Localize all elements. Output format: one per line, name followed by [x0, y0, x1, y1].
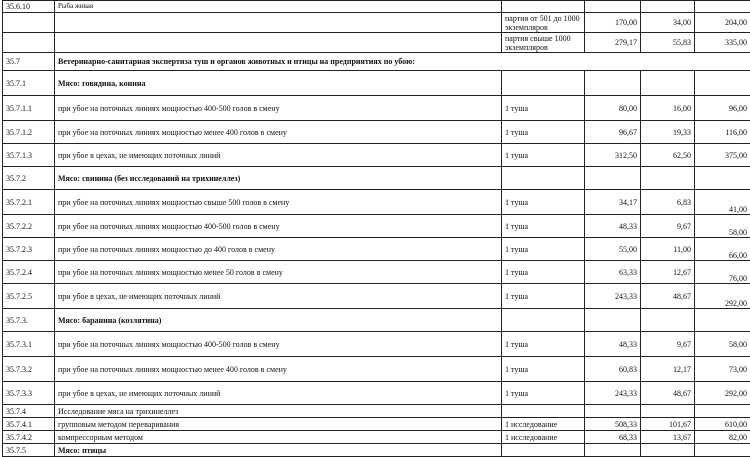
- vat-amount: [641, 309, 695, 332]
- item-description: при убое на поточных линиях мощностью менее 50 голов в смену: [55, 261, 502, 284]
- item-code: 35.7.5: [3, 444, 55, 457]
- item-description: при убое на поточных линиях мощностью менее 400 голов в смену: [55, 357, 502, 382]
- table-row: [3, 418, 750, 431]
- unit-of-measure: 1 исследование: [502, 431, 585, 444]
- price-without-vat: 243,33: [585, 382, 641, 405]
- vat-amount: 101,67: [641, 418, 695, 431]
- table-row: [3, 144, 750, 167]
- vat-amount: 12,67: [641, 261, 695, 284]
- price-with-vat: 58,00: [695, 215, 750, 238]
- table-row: [3, 1, 750, 13]
- unit-of-measure: 1 туша: [502, 121, 585, 144]
- price-without-vat: [585, 309, 641, 332]
- item-code: 35.7.3.: [3, 309, 55, 332]
- price-with-vat: 610,00: [695, 418, 750, 431]
- unit-of-measure: 1 туша: [502, 190, 585, 215]
- unit-of-measure: [502, 444, 585, 457]
- vat-amount: [641, 405, 695, 418]
- price-with-vat: 335,00: [695, 33, 750, 53]
- item-code: 35.7.1.1: [3, 96, 55, 121]
- vat-amount: 13,67: [641, 431, 695, 444]
- table-row: [3, 382, 750, 405]
- vat-amount: 12,17: [641, 357, 695, 382]
- unit-of-measure: 1 туша: [502, 332, 585, 357]
- price-without-vat: 68,33: [585, 431, 641, 444]
- unit-of-measure: 1 туша: [502, 238, 585, 261]
- vat-amount: 62,50: [641, 144, 695, 167]
- item-description: при убое на поточных линиях мощностью до 400 голов в смену: [55, 238, 502, 261]
- price-without-vat: 55,00: [585, 238, 641, 261]
- unit-of-measure: партия свыше 1000 экземпляров: [502, 33, 585, 53]
- unit-of-measure: 1 туша: [502, 382, 585, 405]
- vat-amount: 48,67: [641, 284, 695, 309]
- price-without-vat: 48,33: [585, 215, 641, 238]
- price-with-vat: [695, 444, 750, 457]
- unit-of-measure: [502, 71, 585, 96]
- price-without-vat: 63,33: [585, 261, 641, 284]
- vat-amount: 19,33: [641, 121, 695, 144]
- price-without-vat: [585, 71, 641, 96]
- unit-of-measure: 1 туша: [502, 284, 585, 309]
- price-with-vat: 292,00: [695, 284, 750, 309]
- price-with-vat: 82,00: [695, 431, 750, 444]
- vat-amount: [641, 71, 695, 96]
- item-code: 35.7.3.2: [3, 357, 55, 382]
- price-with-vat: 41,00: [695, 190, 750, 215]
- price-with-vat: [695, 1, 750, 13]
- item-code: 35.7.4.2: [3, 431, 55, 444]
- price-table-body: [3, 1, 750, 457]
- price-without-vat: 243,33: [585, 284, 641, 309]
- item-description: при убое на поточных линиях мощностью 400-500 голов в смену: [55, 96, 502, 121]
- unit-of-measure: [502, 167, 585, 190]
- price-with-vat: 204,00: [695, 13, 750, 33]
- price-with-vat: 116,00: [695, 121, 750, 144]
- item-description: Мясо: говядина, конина: [55, 71, 502, 96]
- item-description: Рыба живая: [55, 1, 502, 13]
- vat-amount: 11,00: [641, 238, 695, 261]
- vat-amount: 34,00: [641, 13, 695, 33]
- price-without-vat: [585, 405, 641, 418]
- item-code: 35.7.2.3: [3, 238, 55, 261]
- vat-amount: 6,83: [641, 190, 695, 215]
- unit-of-measure: партия от 501 до 1000 экземпляров: [502, 13, 585, 33]
- item-description: Мясо: свинина (без исследований на трихинеллез): [55, 167, 502, 190]
- price-without-vat: 48,33: [585, 332, 641, 357]
- unit-of-measure: 1 туша: [502, 215, 585, 238]
- price-with-vat: 375,00: [695, 144, 750, 167]
- item-description: групповым методом переваривания: [55, 418, 502, 431]
- price-without-vat: 508,33: [585, 418, 641, 431]
- item-description: Мясо: баранина (козлятина): [55, 309, 502, 332]
- item-description: компрессорным методом: [55, 431, 502, 444]
- table-row: [3, 444, 750, 457]
- table-row: [3, 261, 750, 284]
- item-description: Ветеринарно-санитарная экспертиза туш и органов животных и птицы на предприятиях по убою:: [55, 53, 750, 71]
- price-without-vat: 170,00: [585, 13, 641, 33]
- unit-of-measure: 1 туша: [502, 96, 585, 121]
- item-description: при убое на поточных линиях мощностью 400-500 голов в смену: [55, 215, 502, 238]
- item-description: при убое на поточных линиях мощностью свыше 500 голов в смену: [55, 190, 502, 215]
- item-description: при убое в цехах, не имеющих поточных линий: [55, 382, 502, 405]
- unit-of-measure: 1 исследование: [502, 418, 585, 431]
- price-without-vat: 312,50: [585, 144, 641, 167]
- item-description: при убое в цехах, не имеющих поточных линий: [55, 144, 502, 167]
- price-without-vat: 279,17: [585, 33, 641, 53]
- item-description: Исследование мяса на трихинеллез: [55, 405, 502, 418]
- price-without-vat: [585, 167, 641, 190]
- price-without-vat: [585, 444, 641, 457]
- vat-amount: 55,83: [641, 33, 695, 53]
- vat-amount: 9,67: [641, 332, 695, 357]
- item-code: 35.7: [3, 53, 55, 71]
- item-code: 35.7.2.2: [3, 215, 55, 238]
- price-with-vat: 292,00: [695, 382, 750, 405]
- price-without-vat: [585, 1, 641, 13]
- item-description: [55, 33, 502, 53]
- price-without-vat: 34,17: [585, 190, 641, 215]
- item-code: [3, 13, 55, 33]
- vat-amount: 16,00: [641, 96, 695, 121]
- vat-amount: [641, 1, 695, 13]
- unit-of-measure: 1 туша: [502, 357, 585, 382]
- table-row: [3, 215, 750, 238]
- table-row: [3, 96, 750, 121]
- vat-amount: 48,67: [641, 382, 695, 405]
- table-row: [3, 53, 750, 71]
- table-row: [3, 13, 750, 33]
- table-row: [3, 405, 750, 418]
- price-with-vat: 73,00: [695, 357, 750, 382]
- item-code: 35.7.1.2: [3, 121, 55, 144]
- table-row: [3, 357, 750, 382]
- table-row: [3, 238, 750, 261]
- item-code: 35.6.10: [3, 1, 55, 13]
- price-table: [2, 0, 750, 457]
- table-row: [3, 431, 750, 444]
- price-with-vat: 66,00: [695, 238, 750, 261]
- item-code: 35.7.4: [3, 405, 55, 418]
- item-code: 35.7.3.3: [3, 382, 55, 405]
- table-row: [3, 190, 750, 215]
- item-code: 35.7.3.1: [3, 332, 55, 357]
- price-with-vat: 76,00: [695, 261, 750, 284]
- price-without-vat: 80,00: [585, 96, 641, 121]
- item-description: [55, 13, 502, 33]
- item-code: 35.7.1.3: [3, 144, 55, 167]
- unit-of-measure: [502, 405, 585, 418]
- price-with-vat: 96,00: [695, 96, 750, 121]
- item-description: при убое на поточных линиях мощностью 400-500 голов в смену: [55, 332, 502, 357]
- item-description: при убое в цехах, не имеющих поточных линий: [55, 284, 502, 309]
- item-description: Мясо: птицы: [55, 444, 502, 457]
- price-with-vat: [695, 405, 750, 418]
- vat-amount: [641, 444, 695, 457]
- item-description: при убое на поточных линиях мощностью менее 400 голов в смену: [55, 121, 502, 144]
- unit-of-measure: 1 туша: [502, 261, 585, 284]
- item-code: 35.7.2.1: [3, 190, 55, 215]
- table-row: [3, 284, 750, 309]
- price-without-vat: 96,67: [585, 121, 641, 144]
- price-without-vat: 60,83: [585, 357, 641, 382]
- table-row: [3, 33, 750, 53]
- unit-of-measure: [502, 1, 585, 13]
- table-row: [3, 167, 750, 190]
- table-row: [3, 71, 750, 96]
- item-code: 35.7.2.5: [3, 284, 55, 309]
- item-code: 35.7.4.1: [3, 418, 55, 431]
- table-row: [3, 309, 750, 332]
- vat-amount: 9,67: [641, 215, 695, 238]
- item-code: 35.7.2: [3, 167, 55, 190]
- price-with-vat: 58,00: [695, 332, 750, 357]
- price-with-vat: [695, 309, 750, 332]
- item-code: 35.7.2.4: [3, 261, 55, 284]
- price-with-vat: [695, 167, 750, 190]
- item-code: 35.7.1: [3, 71, 55, 96]
- price-with-vat: [695, 71, 750, 96]
- table-row: [3, 332, 750, 357]
- vat-amount: [641, 167, 695, 190]
- unit-of-measure: 1 туша: [502, 144, 585, 167]
- table-row: [3, 121, 750, 144]
- item-code: [3, 33, 55, 53]
- unit-of-measure: [502, 309, 585, 332]
